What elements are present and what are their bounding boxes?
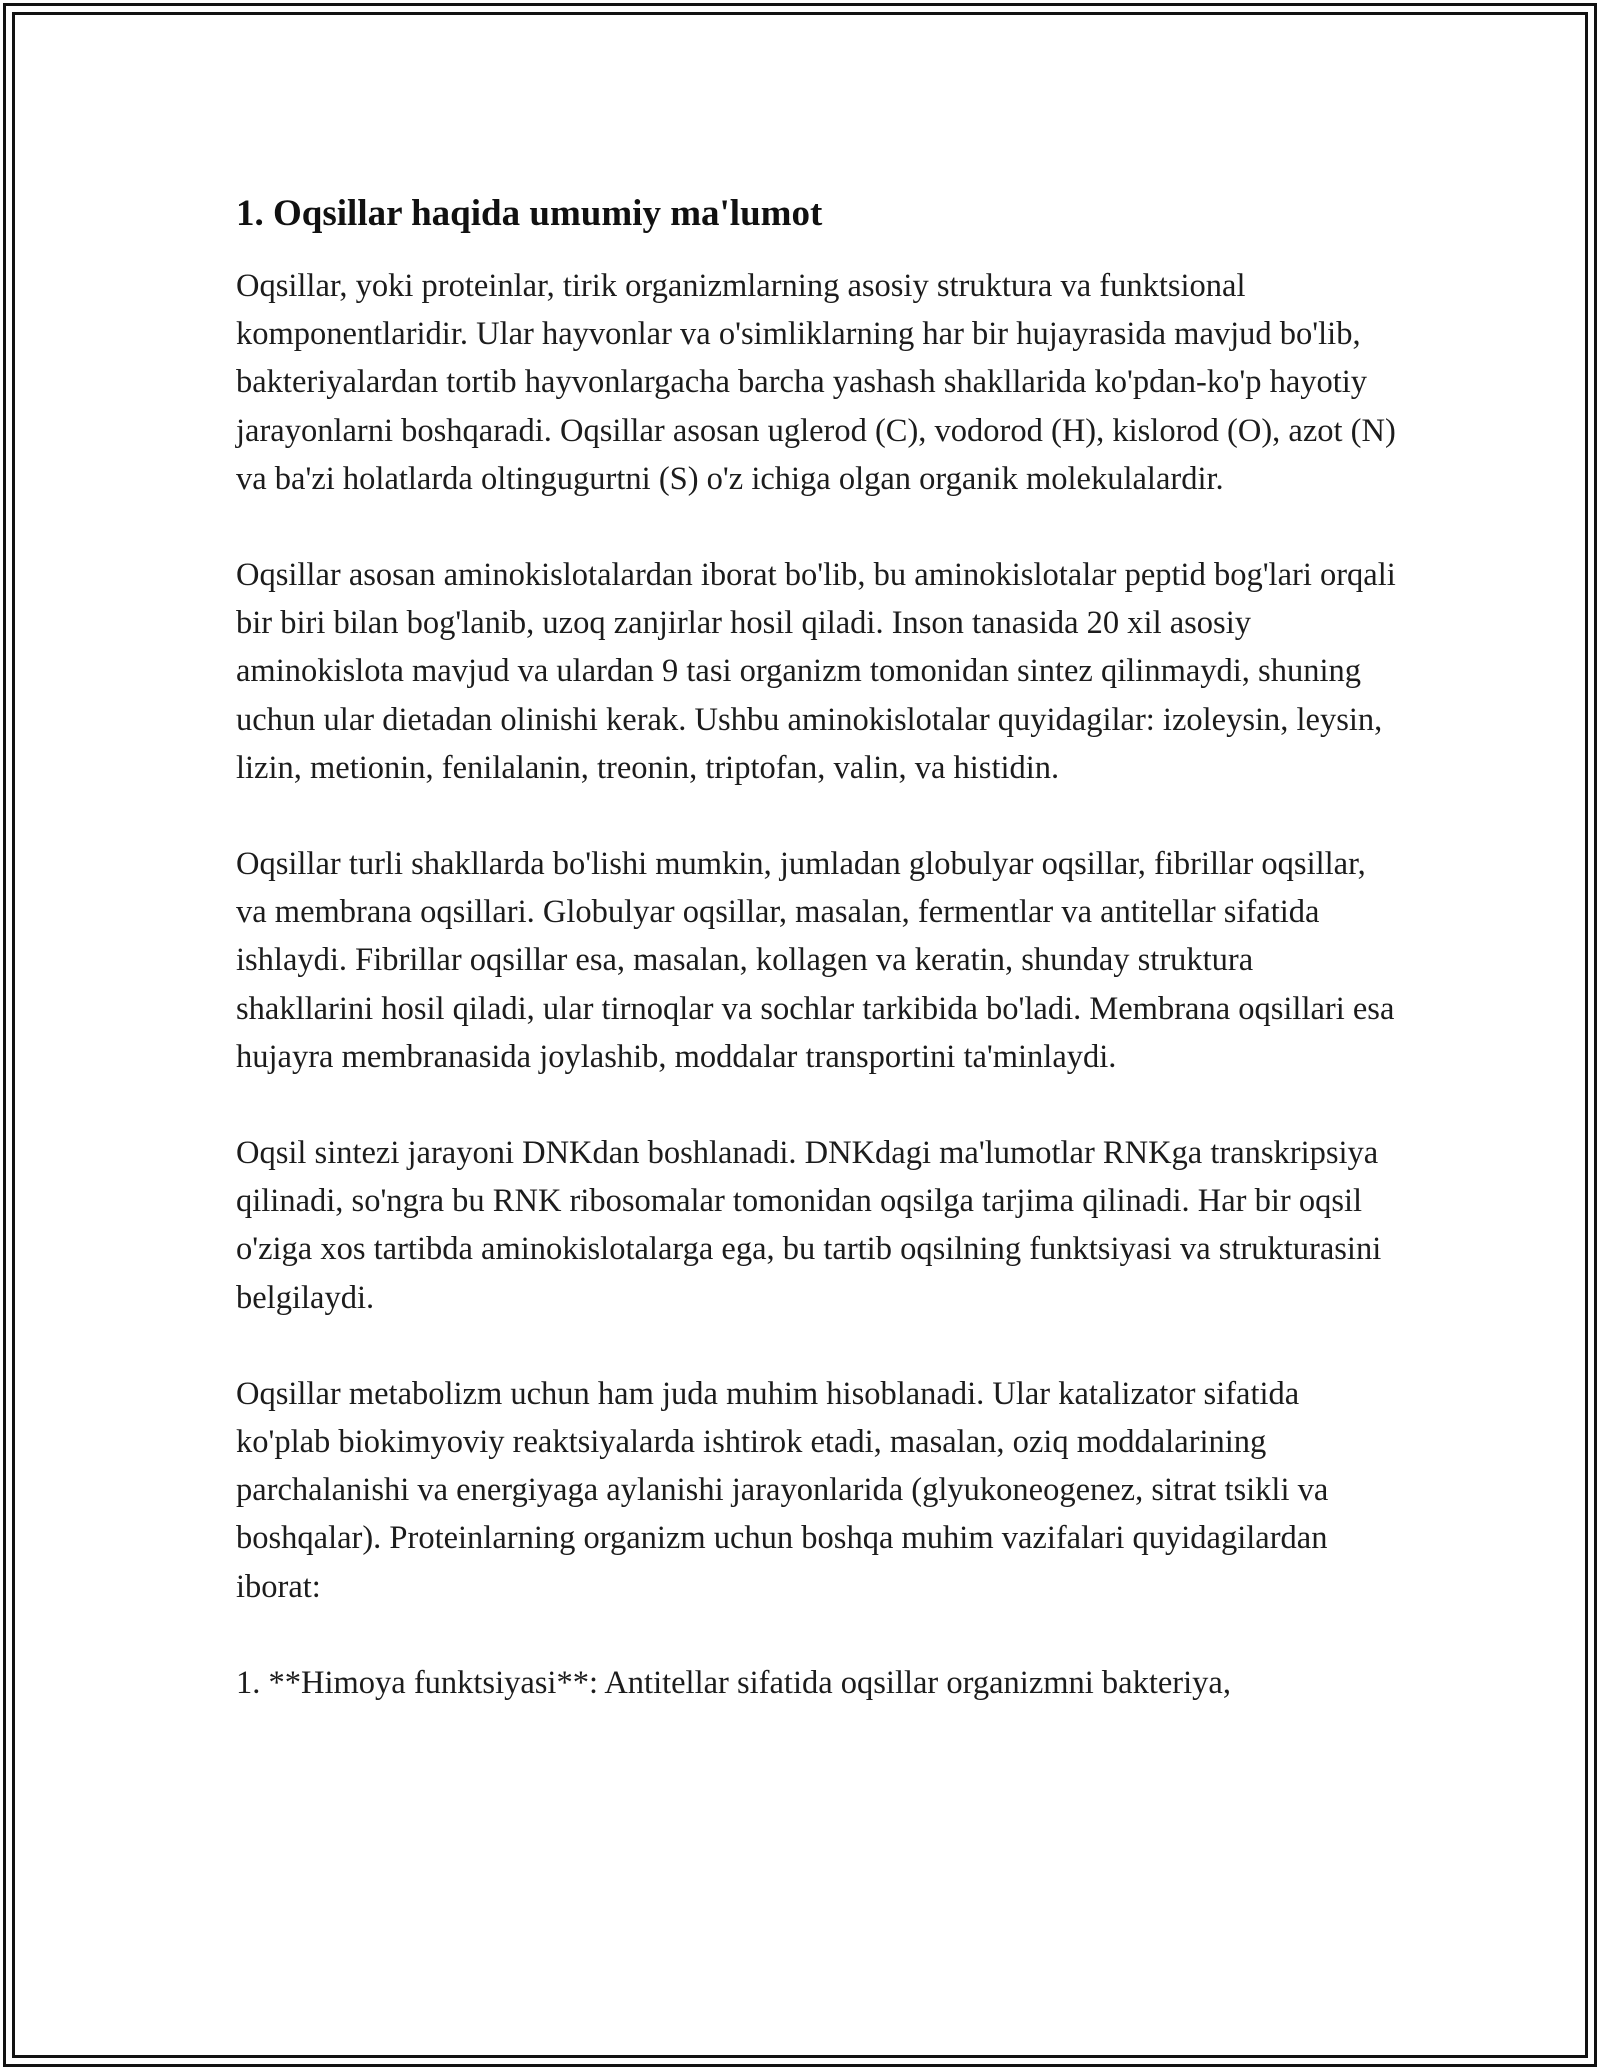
document-body (236, 186, 1396, 1707)
paragraph-protein-synthesis: Oqsil sintezi jarayoni DNKdan boshlanadi. DNKdagi ma'lumotlar RNKga transkripsiya qilinadi, so'ngra bu RNK ribosomalar tomonidan oqsilga tarjima qilinadi. Har bir oqsil o'ziga xos tartibda aminokislotalarga ega, bu tartib oqsilning funktsiyasi va strukturasini belgilaydi. (236, 1135, 1382, 1316)
paragraph-amino-acids: Oqsillar asosan aminokislotalardan iborat bo'lib, bu aminokislotalar peptid bog'lari orqali bir biri bilan bog'lanib, uzoq zanjirlar hosil qiladi. Inson tanasida 20 xil asosiy aminokislota mavjud va ulardan 9 tasi organizm tomonidan sintez qilinmaydi, shuning uchun ular dietadan olinishi kerak. Ushbu aminokislotalar quyidagilar: izoleysin, leysin, lizin, metionin, fenilalanin, treonin, triptofan, valin, va histidin. (236, 557, 1396, 786)
section-heading: 1. Oqsillar haqida umumiy ma'lumot (236, 193, 823, 234)
paragraph-metabolism: Oqsillar metabolizm uchun ham juda muhim hisoblanadi. Ular katalizator sifatida ko'plab biokimyoviy reaktsiyalarda ishtirok etadi, masalan, oziq moddalarining parchalanishi va energiyaga aylanishi jarayonlarida (glyukoneogenez, sitrat tsikli va boshqalar). Proteinlarning organizm uchun boshqa muhim vazifalari quyidagilardan iborat: (236, 1375, 1329, 1605)
paragraph-overview: Oqsillar, yoki proteinlar, tirik organizmlarning asosiy struktura va funktsional komponentlaridir. Ular hayvonlar va o'simliklarning har bir hujayrasida mavjud bo'lib, bakteriyalardan tortib hayvonlargacha barcha yashash shakllarida ko'pdan-ko'p hayotiy jarayonlarni boshqaradi. Oqsillar asosan uglerod (C), vodorod (H), kislorod (O), azot (N) va ba'zi holatlarda oltingugurtni (S) o'z ichiga olgan organik molekulalardir. (236, 268, 1396, 497)
list-item-defense-function: 1. **Himoya funktsiyasi**: Antitellar sifatida oqsillar organizmni bakteriya, (236, 1664, 1231, 1701)
paragraph-protein-types: Oqsillar turli shakllarda bo'lishi mumkin, jumladan globulyar oqsillar, fibrillar oqsillar, va membrana oqsillari. Globulyar oqsillar, masalan, fermentlar va antitellar sifatida ishlaydi. Fibrillar oqsillar esa, masalan, kollagen va keratin, shunday struktura shakllarini hosil qiladi, ular tirnoqlar va sochlar tarkibida bo'ladi. Membrana oqsillari esa hujayra membranasida joylashib, moddalar transportini ta'minlaydi. (236, 846, 1395, 1075)
